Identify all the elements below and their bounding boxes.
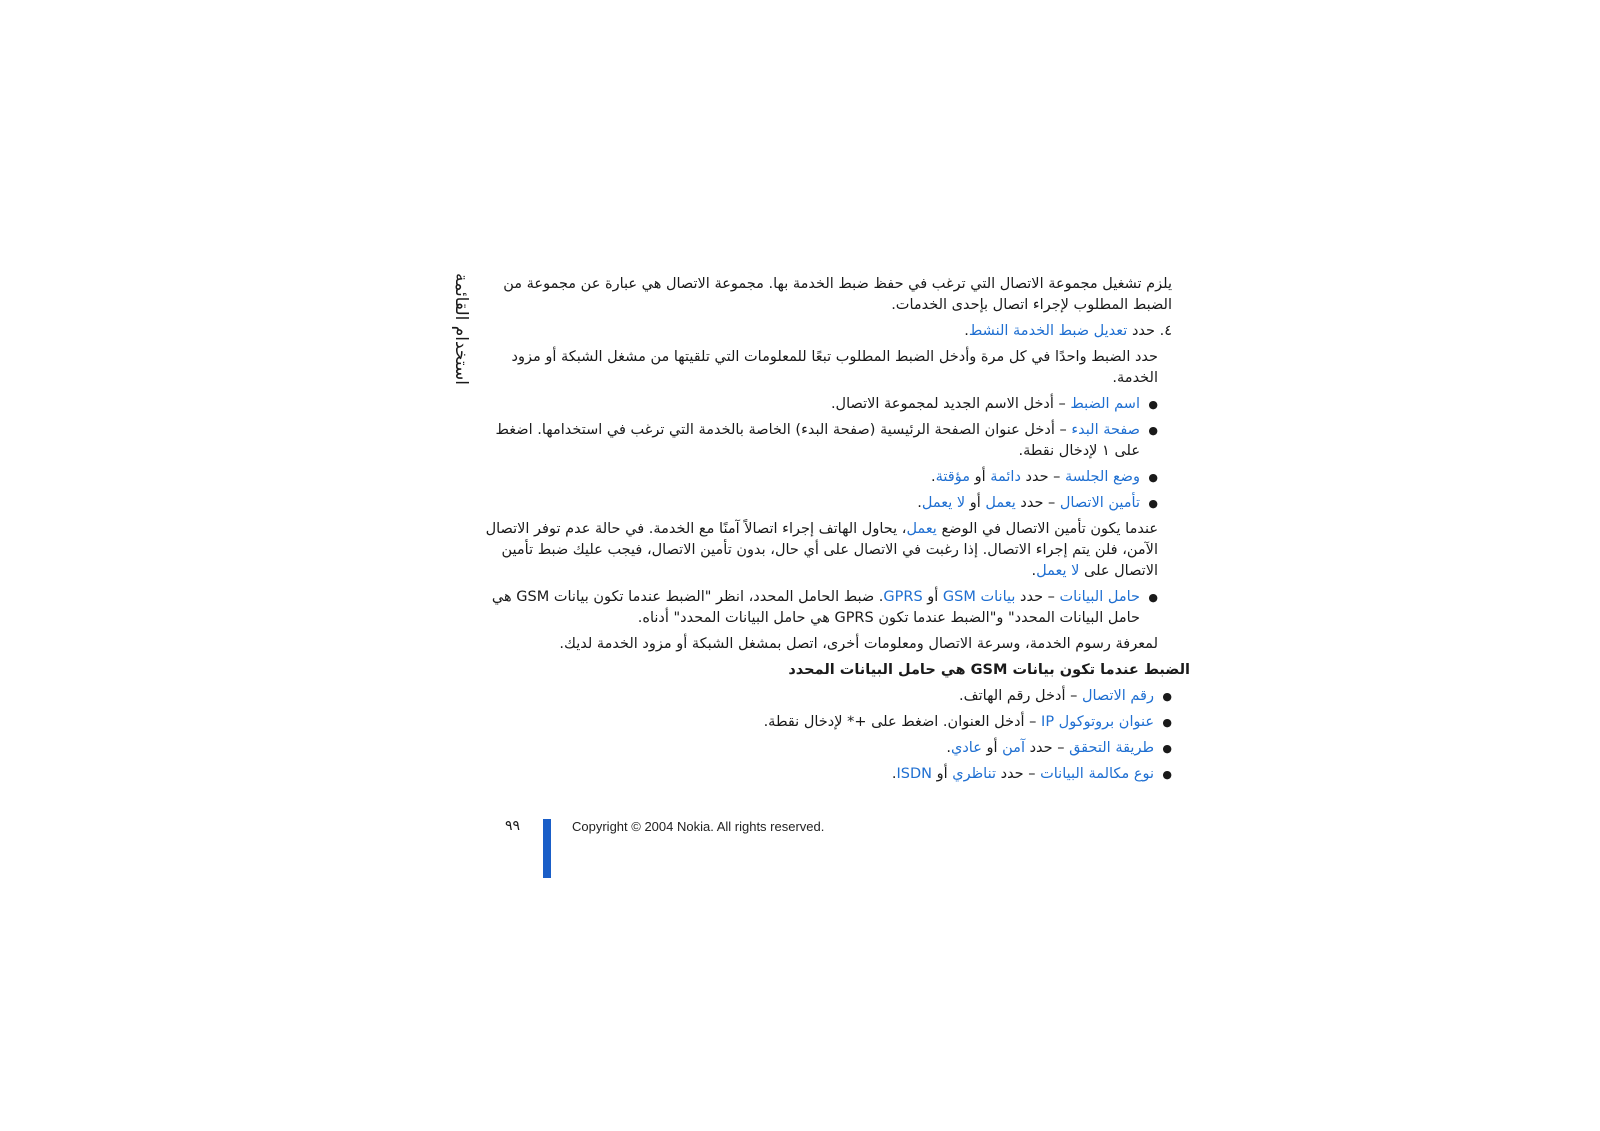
list-item: ● رقم الاتصال – أدخل رقم الهاتف. [480,686,1172,707]
list-item: ● صفحة البدء – أدخل عنوان الصفحة الرئيسية (صفحة البدء) الخاصة بالخدمة التي ترغب في استخدامها. اضغط على ١ لإدخال نقطة. [495,422,1158,459]
settings-list [480,394,1158,514]
option-homepage: صفحة البدء [1071,422,1140,438]
list-item: ● تأمين الاتصال – حدد يعمل أو لا يعمل. [480,493,1158,514]
bullet-icon: ● [1162,716,1172,729]
step-text: حدد [1131,323,1155,339]
footer-accent-bar [543,819,551,878]
bullet-icon: ● [1148,497,1158,510]
step-4-description: حدد الضبط واحدًا في كل مرة وأدخل الضبط المطلوب تبعًا للمعلومات التي تلقيتها من مشغل الشبكة أو مزود الخدمة. [511,349,1158,386]
option-dial-up-number: رقم الاتصال [1081,688,1154,704]
option-session-mode: وضع الجلسة [1065,469,1140,485]
copyright-notice: Copyright © 2004 Nokia. All rights reserved. [572,819,825,834]
list-item: ● نوع مكالمة البيانات – حدد تناظري أو ISDN. [480,764,1172,785]
option-data-call-type: نوع مكالمة البيانات [1040,766,1154,782]
option-data-bearer: حامل البيانات [1059,589,1140,605]
step-number: ٤. [1159,323,1172,339]
bullet-icon: ● [1162,768,1172,781]
list-item: ● عنوان بروتوكول IP – أدخل العنوان. اضغط على +* لإدخال نقطة. [480,712,1172,733]
list-item: ● وضع الجلسة – حدد دائمة أو مؤقتة. [480,467,1158,488]
option-settings-name: اسم الضبط [1070,396,1140,412]
bullet-icon: ● [1148,591,1158,604]
bullet-icon: ● [1162,690,1172,703]
list-item: ● طريقة التحقق – حدد آمن أو عادي. [480,738,1172,759]
option-connection-security: تأمين الاتصال [1059,495,1140,511]
bullet-icon: ● [1148,398,1158,411]
costs-note: لمعرفة رسوم الخدمة، وسرعة الاتصال ومعلومات أخرى، اتصل بمشغل الشبكة أو مزود الخدمة لديك. [559,636,1158,652]
option-authentication-type: طريقة التحقق [1069,740,1154,756]
bullet-icon: ● [1148,471,1158,484]
gsm-settings-list [480,686,1172,785]
page-number: ٩٩ [505,818,521,834]
bullet-icon: ● [1162,742,1172,755]
option-ip-address: عنوان بروتوكول IP [1041,714,1154,730]
intro-paragraph: يلزم تشغيل مجموعة الاتصال التي ترغب في حفظ ضبط الخدمة بها. مجموعة الاتصال هي عبارة عن مجموعة من الضبط المطلوب لإجراء اتصال بإحدى الخدمات. [503,276,1172,313]
list-item: ● حامل البيانات – حدد بيانات GSM أو GPRS. ضبط الحامل المحدد، انظر "الضبط عندما تكون بيانات GSM هي حامل البيانات المحدد" و"الضبط عندما تكون GPRS هي حامل البيانات المحدد" أدناه. [491,589,1158,626]
step-4: ٤. حدد تعديل ضبط الخدمة النشط. [964,323,1172,339]
security-note: عندما يكون تأمين الاتصال في الوضع يعمل، يحاول الهاتف إجراء اتصالاً آمنًا مع الخدمة. في حالة عدم توفر الاتصال الآمن، فلن يتم إجراء الاتصال. إذا رغبت في الاتصال على أي حال، بدون تأمين الاتصال، فيجب عليك ضبط تأمين الاتصال على لا يعمل. [485,521,1158,579]
gsm-settings-heading: الضبط عندما تكون بيانات GSM هي حامل البيانات المحدد [788,662,1190,678]
list-item: ● اسم الضبط – أدخل الاسم الجديد لمجموعة الاتصال. [480,394,1158,415]
menu-link-edit-active-settings: تعديل ضبط الخدمة النشط [968,323,1128,339]
section-side-title: استخدام القائمة [451,272,471,385]
bullet-icon: ● [1148,424,1158,437]
page-content [480,274,1190,790]
